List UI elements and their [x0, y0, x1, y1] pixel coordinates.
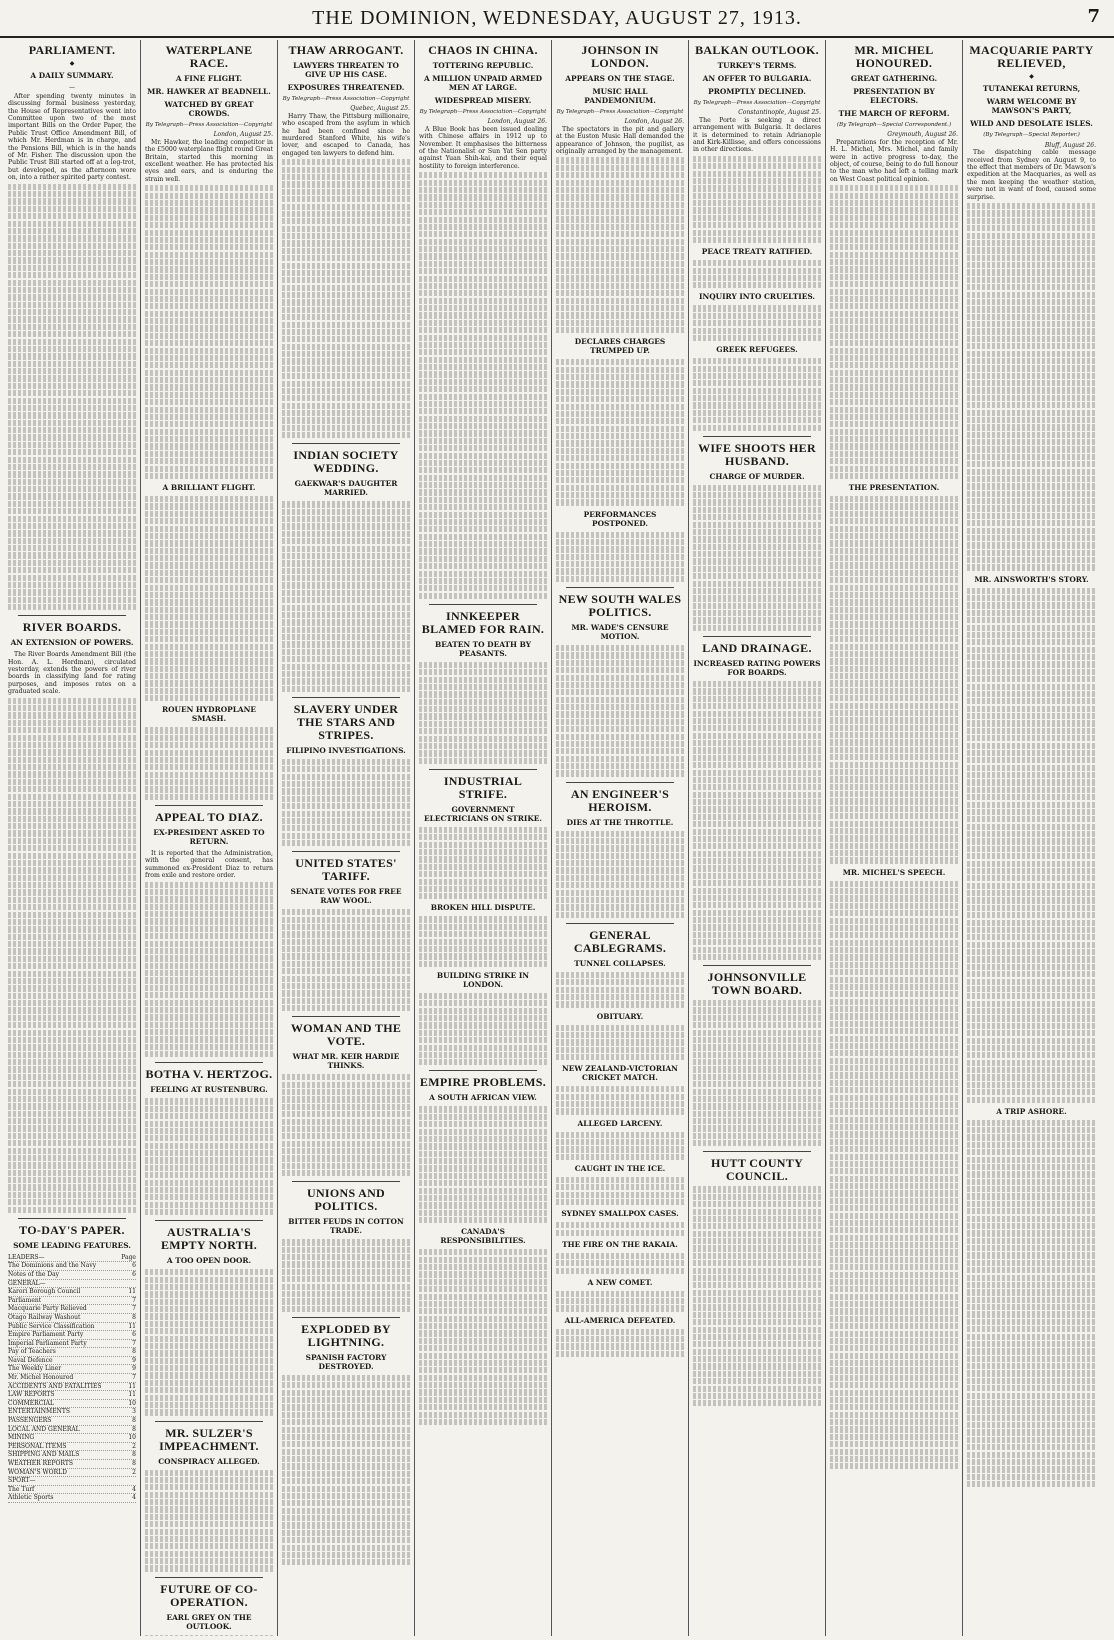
subhead-spanish-factory: SPANISH FACTORY DESTROYED.	[305, 1352, 387, 1371]
headline-parliament: PARLIAMENT.	[28, 43, 116, 57]
toc-label: Athletic Sports	[8, 1494, 54, 1502]
toc-label: COMMERCIAL	[8, 1399, 54, 1407]
subhead-postponed: PERFORMANCES POSTPONED.	[583, 509, 657, 528]
subhead-gathering: GREAT GATHERING.	[850, 74, 938, 83]
toc-row	[8, 1391, 136, 1400]
text-block	[693, 485, 821, 631]
subhead-crowds: WATCHED BY GREAT CROWDS.	[164, 100, 254, 118]
column-3	[278, 40, 415, 1636]
subhead-tunnel: TUNNEL COLLAPSES.	[574, 958, 666, 968]
table-of-contents	[8, 1254, 136, 1503]
headline-chaos-china: CHAOS IN CHINA.	[428, 43, 538, 57]
toc-label: Naval Defence	[8, 1356, 53, 1364]
headline-todays-paper: TO-DAY'S PAPER.	[19, 1222, 125, 1237]
subhead-offer: AN OFFER TO BULGARIA.	[702, 74, 812, 83]
toc-label: Parliament	[8, 1296, 42, 1304]
subhead-speech: MR. MICHEL'S SPEECH.	[842, 867, 946, 877]
headline-australia-north: AUSTRALIA'S EMPTY NORTH.	[160, 1225, 258, 1253]
text-block	[693, 681, 821, 960]
toc-row	[8, 1305, 136, 1314]
toc-label: Macquarie Party Relieved	[8, 1305, 87, 1313]
text-block	[693, 305, 821, 341]
toc-page: 10	[128, 1434, 136, 1442]
toc-row	[8, 1365, 136, 1374]
subhead-hawker: MR. HAWKER AT BEADNELL.	[147, 87, 271, 96]
text-block	[419, 662, 547, 764]
text-block	[419, 1249, 547, 1425]
toc-label: Otago Railway Washout	[8, 1313, 81, 1321]
text-block	[556, 972, 684, 1008]
text-block	[556, 645, 684, 777]
text-block	[693, 1186, 821, 1406]
headline-macquarie: MACQUARIE PARTY RELIEVED,	[969, 43, 1094, 70]
subhead-open-door: A TOO OPEN DOOR.	[166, 1256, 252, 1266]
toc-label: LOCAL AND GENERAL	[8, 1425, 80, 1433]
article-text: Mr. Hawker, the leading competitor in the £5000 waterplane flight round Great Britain, started this morning in excellent weather. He has protected his eyes and ears, and is enduring the strain well.	[145, 138, 273, 183]
toc-page: 11	[128, 1322, 136, 1330]
headline-woman-vote: WOMAN AND THE VOTE.	[290, 1021, 402, 1049]
subhead-murder: CHARGE OF MURDER.	[709, 471, 805, 481]
toc-page: 2	[132, 1442, 136, 1450]
toc-label: GENERAL—	[8, 1279, 46, 1287]
article-text: The River Boards Amendment Bill (the Hon. A. L. Herdman), circulated yesterday, extends the powers of river boards in classifying land for rating purposes, and imposes rates on a graduated scale.	[8, 651, 136, 696]
subhead-raw-wool: SENATE VOTES FOR FREE RAW WOOL.	[290, 887, 402, 906]
toc-page: 6	[132, 1262, 136, 1270]
subhead-pandemonium: MUSIC HALL PANDEMONIUM.	[584, 87, 656, 105]
text-block	[556, 1132, 684, 1160]
subhead-cricket: NEW ZEALAND-VICTORIAN CRICKET MATCH.	[562, 1064, 678, 1083]
toc-label: Notes of the Day	[8, 1270, 60, 1278]
headline-empire-problems: EMPIRE PROBLEMS.	[419, 1075, 547, 1090]
toc-row	[8, 1314, 136, 1323]
subhead-tottering: TOTTERING REPUBLIC.	[432, 61, 534, 70]
column-5	[552, 40, 689, 1636]
article-text: After spending twenty minutes in discussing formal business yesterday, the House of Representatives went into Committee upon two of the most important Bills on the Order Paper, the Public Trust Office Amendment Bill, of which Mr. Herdman is in charge, and the Pensions Bill, which is in the hands of Mr. Fisher. The discussion upon the Public Trust Bill started off at a leg-trot, but developed, as the afternoon wore on, into a rather spirited party contest.	[8, 92, 136, 182]
dateline: Constantinople, August 25.	[738, 109, 821, 117]
headline-balkan: BALKAN OUTLOOK.	[695, 43, 819, 57]
column-4	[415, 40, 552, 1636]
column-1: PARLIAMENT. ◆ A DAILY SUMMARY. — After spending twenty minutes in discussing formal business yesterday, the House of Representatives went into Committee upon two of the most important Bills on the Order Paper, the Public Trust Office Amendment Bill, of which Mr. Herdman is in charge, and the Pensions Bill, which is in the hands of Mr. Fisher. The discussion upon the Public Trust Bill started off at a leg-trot, but developed, as the afternoon wore on, into a rather spirited party contest. RIVER BOARDS. AN EXTENSION OF POWERS. The River Boards Amendment Bill (the Hon. A. L. Herdman), circulated yesterday, extends the powers of river boards in classifying land for rating purposes, and imposes rates on a graduated scale. TO-DAY'S PAPER. SOME LEADING FEATURES. LEADERS— Page The Dominions and the Navy 6 Notes of the Day 6 GENERAL— Karori Borough Council 11 Parliament 7 Macquarie Party Relieved 7 Otago Railway Washout 8 Public Service Classification 11 Empire Parliament Party 6 Imperial Parliament Party 7 Pay of Teachers 8 Naval Defence 9 The Weekly Liner 9 Mr. Michel Honoured 7 ACCIDENTS AND FATALITIES 11 LAW REPORTS 11 COMMERCIAL 10 ENTERTAINMENTS 3 PASSENGERS 8 LOCAL AND GENERAL 8 MINING 10 PERSONAL ITEMS 2 SHIPPING AND MAILS 8 WEATHER REPORTS 8 WOMAN'S WORLD 2 SPORT— The Turf 4 Athletic Sports 4	[4, 40, 141, 1636]
byline: By Telegraph—Press Association—Copyright	[419, 109, 547, 115]
toc-row	[8, 1297, 136, 1306]
text-block	[967, 1120, 1096, 1488]
toc-row	[8, 1348, 136, 1357]
headline-co-operation: FUTURE OF CO-OPERATION.	[160, 1581, 258, 1609]
text-block	[145, 1470, 273, 1572]
subhead-all-america: ALL-AMERICA DEFEATED.	[564, 1315, 676, 1325]
headline-michel: MR. MICHEL HONOURED.	[854, 43, 934, 70]
toc-label: PERSONAL ITEMS	[8, 1442, 67, 1450]
toc-label: WEATHER REPORTS	[8, 1460, 73, 1467]
headline-waterplane-race: WATERPLANE RACE.	[165, 43, 253, 70]
toc-page: 11	[128, 1391, 136, 1399]
headline-indian-wedding: INDIAN SOCIETY WEDDING.	[293, 448, 399, 476]
subhead-rating-powers: INCREASED RATING POWERS FOR BOARDS.	[693, 659, 821, 678]
toc-row	[8, 1340, 136, 1349]
subhead-rakaia: THE FIRE ON THE RAKAIA.	[562, 1239, 678, 1249]
toc-row	[8, 1288, 136, 1297]
dateline: Greymouth, August 26.	[887, 131, 958, 139]
toc-label: ACCIDENTS AND FATALITIES	[8, 1382, 102, 1390]
subhead-daily-summary: A DAILY SUMMARY.	[30, 71, 114, 81]
headline-slavery: SLAVERY UNDER THE STARS AND STRIPES.	[293, 701, 399, 742]
headline-river-boards: RIVER BOARDS.	[22, 620, 122, 635]
toc-page: 8	[132, 1313, 136, 1321]
column-2	[141, 40, 278, 1636]
toc-row	[8, 1469, 136, 1478]
headline-johnson: JOHNSON IN LONDON.	[581, 43, 659, 70]
text-block	[419, 827, 547, 900]
text-block	[556, 1222, 684, 1236]
article-text: The spectators in the pit and gallery at the Euston Music Hall demanded the appearance of Johnson, the pugilist, as originally arranged by the management.	[556, 125, 684, 156]
text-block	[830, 881, 958, 1470]
toc-label: The Turf	[8, 1485, 35, 1493]
toc-row	[8, 1400, 136, 1409]
toc-page: 4	[132, 1494, 136, 1502]
byline: By Telegraph—Press Association—Copyright	[693, 100, 821, 106]
byline: By Telegraph—Press Association—Copyright	[556, 109, 684, 115]
toc-label: PASSENGERS	[8, 1417, 52, 1425]
headline-johnsonville: JOHNSONVILLE TOWN BOARD.	[707, 970, 807, 998]
text-block	[282, 1074, 410, 1176]
text-block	[556, 831, 684, 918]
article-text: The dispatching cable message received from Sydney on August 9, to the effect that members of Dr. Mawson's expedition at the Macquaries, as well as the men keeping the weather station, were not in want of food, caused some surprise.	[967, 149, 1096, 201]
toc-row	[8, 1262, 136, 1271]
text-block	[8, 184, 136, 611]
text-block	[556, 1329, 684, 1357]
byline: (By Telegraph—Special Correspondent.)	[836, 122, 952, 128]
text-block	[556, 359, 684, 505]
subhead-trip-ashore: A TRIP ASHORE.	[996, 1106, 1067, 1116]
subhead-building-strike: BUILDING STRIKE IN LONDON.	[436, 970, 530, 989]
article-text: A Blue Book has been issued dealing with Chinese affairs in 1912 up to November. It emphasises the bitterness of the Nationalist or Sun Yat Sen party against Yuan Shih-kai, and their equal hostility to foreign interference.	[419, 125, 547, 170]
toc-label: SHIPPING AND MAILS	[8, 1451, 80, 1459]
subhead-presentation: PRESENTATION BY ELECTORS.	[853, 87, 935, 105]
toc-row	[8, 1443, 136, 1452]
columns	[4, 40, 1110, 1636]
text-block	[145, 496, 273, 701]
article-text: It is reported that the Administration, with the general consent, has summoned ex-President Diaz to return from exile and restore order.	[145, 849, 273, 880]
toc-page: 8	[132, 1348, 136, 1356]
subhead-comet: A NEW COMET.	[587, 1277, 653, 1287]
dateline: Bluff, August 26.	[1044, 141, 1096, 149]
toc-row	[8, 1460, 136, 1469]
subhead-tutanekai: TUTANEKAI RETURNS,	[982, 84, 1081, 94]
toc-row	[8, 1383, 136, 1392]
subhead-peasants: BEATEN TO DEATH BY PEASANTS.	[434, 639, 531, 658]
toc-row	[8, 1486, 136, 1495]
subhead-declined: PROMPTLY DECLINED.	[708, 87, 806, 96]
headline-innkeeper: INNKEEPER BLAMED FOR RAIN.	[421, 608, 545, 636]
subhead-trumped-up: DECLARES CHARGES TRUMPED UP.	[574, 337, 666, 356]
toc-label: SPORT—	[8, 1477, 36, 1485]
subhead-canada: CANADA'S RESPONSIBILITIES.	[440, 1227, 526, 1246]
toc-row	[8, 1374, 136, 1383]
toc-label: The Weekly Liner	[8, 1365, 62, 1373]
text-block	[282, 1239, 410, 1312]
toc-page: 9	[132, 1356, 136, 1364]
toc-label: Empire Parliament Party	[8, 1331, 84, 1339]
dateline: Quebec, August 25.	[350, 105, 410, 113]
toc-page: 11	[128, 1382, 136, 1390]
toc-page: 8	[132, 1417, 136, 1425]
subhead-fine-flight: A FINE FLIGHT.	[175, 74, 243, 83]
subhead-peace-treaty: PEACE TREATY RATIFIED.	[701, 247, 813, 257]
toc-row	[8, 1408, 136, 1417]
toc-row	[8, 1280, 136, 1289]
dateline: London, August 26.	[624, 118, 684, 126]
text-block	[282, 909, 410, 1011]
subhead-lawyers: LAWYERS THREATEN TO GIVE UP HIS CASE.	[293, 61, 399, 79]
headline-land-drainage: LAND DRAINAGE.	[702, 641, 812, 656]
text-block	[967, 203, 1096, 571]
toc-row	[8, 1477, 136, 1486]
text-block	[693, 260, 821, 288]
subhead-brilliant-flight: A BRILLIANT FLIGHT.	[162, 483, 256, 493]
text-block	[556, 1291, 684, 1312]
dateline: London, August 25.	[213, 131, 273, 139]
toc-label: Imperial Parliament Party	[8, 1339, 87, 1347]
text-block	[145, 882, 273, 1058]
subhead-isles: WILD AND DESOLATE ISLES.	[970, 119, 1093, 129]
headline-thaw: THAW ARROGANT.	[288, 43, 404, 57]
toc-page: 11	[128, 1288, 136, 1296]
headline-nsw-politics: NEW SOUTH WALES POLITICS.	[558, 592, 682, 619]
subhead-rustenburg: FEELING AT RUSTENBURG.	[150, 1085, 268, 1095]
text-block	[282, 159, 410, 438]
toc-label: WOMAN'S WORLD	[8, 1468, 67, 1476]
toc-row	[8, 1331, 136, 1340]
subhead-ice: CAUGHT IN THE ICE.	[574, 1163, 666, 1173]
subhead-obituary: OBITUARY.	[596, 1011, 644, 1021]
toc-page: 8	[132, 1460, 136, 1467]
text-block	[145, 1269, 273, 1415]
toc-label: ENTERTAINMENTS	[8, 1408, 70, 1416]
subhead-stage: APPEARS ON THE STAGE.	[565, 74, 675, 83]
text-block	[556, 157, 684, 333]
toc-page: 10	[128, 1399, 136, 1407]
text-block	[419, 172, 547, 599]
byline: By Telegraph—Press Association—Copyright	[282, 96, 410, 102]
column-6	[689, 40, 826, 1636]
text-block	[830, 185, 958, 479]
text-block	[145, 727, 273, 800]
text-block	[419, 993, 547, 1066]
text-block	[419, 916, 547, 966]
toc-page: 7	[132, 1305, 136, 1313]
text-block	[145, 1098, 273, 1215]
toc-row	[8, 1426, 136, 1435]
subhead-leading-features: SOME LEADING FEATURES.	[13, 1240, 131, 1250]
subhead-misery: WIDESPREAD MISERY.	[434, 96, 532, 105]
subhead-electricians: GOVERNMENT ELECTRICIANS ON STRIKE.	[423, 804, 542, 823]
headline-appeal-to-diaz: APPEAL TO DIAZ.	[155, 809, 263, 824]
toc-label: LAW REPORTS	[8, 1391, 55, 1399]
text-block	[145, 1635, 273, 1636]
toc-row	[8, 1434, 136, 1443]
subhead-censure: MR. WADE'S CENSURE MOTION.	[571, 623, 669, 641]
text-block	[556, 1253, 684, 1274]
toc-row	[8, 1494, 136, 1503]
subhead-rouen: ROUEN HYDROPLANE SMASH.	[161, 705, 257, 724]
toc-label: Pay of Teachers	[8, 1348, 56, 1356]
headline-tariff: UNITED STATES' TARIFF.	[295, 856, 397, 884]
byline: (By Telegraph—Special Reporter.)	[983, 132, 1080, 139]
subhead-the-presentation: THE PRESENTATION.	[848, 483, 940, 493]
headline-botha-hertzog: BOTHA V. HERTZOG.	[145, 1067, 273, 1082]
toc-row	[8, 1357, 136, 1366]
column-7	[826, 40, 963, 1636]
subhead-earl-grey: EARL GREY ON THE OUTLOOK.	[166, 1612, 252, 1631]
subhead-extension: AN EXTENSION OF POWERS.	[10, 638, 134, 648]
text-block	[967, 588, 1096, 1103]
text-block	[830, 496, 958, 864]
text-block	[693, 156, 821, 243]
toc-row	[8, 1417, 136, 1426]
headline-cablegrams: GENERAL CABLEGRAMS.	[573, 927, 667, 955]
article-text: Preparations for the reception of Mr. H. L. Michel, Mrs. Michel, and family were in active progress to-day, the object, of course, being to do full honour to the man who had left a telling mark on West Coast political opinion.	[830, 138, 958, 183]
dateline: London, August 26.	[487, 118, 547, 126]
toc-page: 9	[132, 1365, 136, 1373]
toc-label: The Dominions and the Navy	[8, 1262, 97, 1270]
article-text: Harry Thaw, the Pittsburg millionaire, who escaped from the asylum in which he had been confined since he murdered Stanford White, his wife's lover, and escaped to Canada, has engaged ten lawyers to defend him.	[282, 112, 410, 157]
subhead-throttle: DIES AT THE THROTTLE.	[566, 817, 674, 827]
toc-row	[8, 1451, 136, 1460]
toc-label: Public Service Classification	[8, 1322, 95, 1330]
subhead-smallpox: SYDNEY SMALLPOX CASES.	[561, 1209, 679, 1219]
headline-unions: UNIONS AND POLITICS.	[306, 1186, 385, 1214]
newspaper-title: THE DOMINION, WEDNESDAY, AUGUST 27, 1913.	[312, 6, 802, 29]
page-number: 7	[1087, 6, 1100, 27]
headline-wife-shoots: WIFE SHOOTS HER HUSBAND.	[698, 440, 816, 468]
headline-industrial-strife: INDUSTRIAL STRIFE.	[443, 773, 523, 801]
toc-page: 7	[132, 1339, 136, 1347]
headline-engineer: AN ENGINEER'S HEROISM.	[570, 786, 670, 814]
toc-page: 8	[132, 1425, 136, 1433]
subhead-turkey-terms: TURKEY'S TERMS.	[717, 61, 797, 70]
toc-row	[8, 1323, 136, 1332]
text-block	[282, 501, 410, 692]
masthead	[0, 0, 1114, 38]
text-block	[693, 358, 821, 431]
toc-row	[8, 1254, 136, 1263]
toc-page: 7	[132, 1374, 136, 1382]
subhead-million-men: A MILLION UNPAID ARMED MEN AT LARGE.	[423, 74, 543, 92]
byline: By Telegraph—Press Association—Copyright	[145, 122, 273, 128]
toc-label: LEADERS—	[8, 1253, 45, 1261]
headline-lightning: EXPLODED BY LIGHTNING.	[301, 1321, 391, 1349]
subhead-gaekwar: GAEKWAR'S DAUGHTER MARRIED.	[294, 479, 398, 498]
toc-page: 2	[132, 1468, 136, 1476]
text-block	[282, 1375, 410, 1566]
toc-label: MINING	[8, 1434, 35, 1442]
subhead-exposures: EXPOSURES THREATENED.	[287, 83, 405, 92]
toc-page: 3	[132, 1408, 136, 1416]
text-block	[693, 1000, 821, 1146]
subhead-greek-refugees: GREEK REFUGEES.	[716, 345, 798, 355]
text-block	[8, 698, 136, 1213]
toc-page: 7	[132, 1296, 136, 1304]
subhead-welcome: WARM WELCOME BY MAWSON'S PARTY,	[986, 97, 1077, 116]
column-8: MACQUARIE PARTY RELIEVED, ◆ TUTANEKAI RETURNS, WARM WELCOME BY MAWSON'S PARTY, WILD AND DESOLATE ISLES. (By Telegraph—Special Reporter.) Bluff, August 26. The dispatching cable message received from Sydney on August 9, to the effect that members of Dr. Mawson's expedition at the Macquaries, as well as the men keeping the weather station, were not in want of food, caused some surprise. MR. AINSWORTH'S STORY. A TRIP ASHORE.	[963, 40, 1100, 1636]
article-text: The Porte is seeking a direct arrangement with Bulgaria. It declares it is determined to retain Adrianople and Kirk-Killisse, and offers concessions in other directions.	[693, 116, 821, 154]
text-block	[556, 532, 684, 582]
toc-row	[8, 1271, 136, 1280]
headline-sulzer: MR. SULZER'S IMPEACHMENT.	[159, 1425, 259, 1453]
toc-page: 4	[132, 1485, 136, 1493]
subhead-south-african: A SOUTH AFRICAN VIEW.	[429, 1093, 537, 1103]
headline-hutt-county: HUTT COUNTY COUNCIL.	[710, 1156, 804, 1184]
subhead-cruelties: INQUIRY INTO CRUELTIES.	[699, 292, 815, 302]
text-block	[282, 759, 410, 846]
subhead-ex-president: EX-PRESIDENT ASKED TO RETURN.	[153, 827, 265, 846]
subhead-filipino: FILIPINO INVESTIGATIONS.	[286, 745, 406, 755]
text-block	[419, 1106, 547, 1223]
toc-label: Karori Borough Council	[8, 1288, 81, 1296]
subhead-keir-hardie: WHAT MR. KEIR HARDIE THINKS.	[292, 1052, 400, 1071]
text-block	[556, 1025, 684, 1061]
subhead-cotton: BITTER FEUDS IN COTTON TRADE.	[288, 1217, 404, 1236]
toc-page: 6	[132, 1270, 136, 1278]
text-block	[556, 1086, 684, 1114]
subhead-larceny: ALLEGED LARCENY.	[577, 1118, 663, 1128]
subhead-ainsworth: MR. AINSWORTH'S STORY.	[974, 574, 1089, 584]
toc-page: 8	[132, 1451, 136, 1459]
subhead-broken-hill: BROKEN HILL DISPUTE.	[430, 903, 536, 913]
text-block	[556, 1177, 684, 1205]
subhead-conspiracy: CONSPIRACY ALLEGED.	[158, 1456, 260, 1466]
toc-label: Mr. Michel Honoured	[8, 1374, 74, 1382]
subhead-reform: THE MARCH OF REFORM.	[838, 109, 950, 118]
toc-page: Page	[121, 1253, 136, 1261]
toc-page: 6	[132, 1331, 136, 1339]
text-block	[145, 185, 273, 479]
